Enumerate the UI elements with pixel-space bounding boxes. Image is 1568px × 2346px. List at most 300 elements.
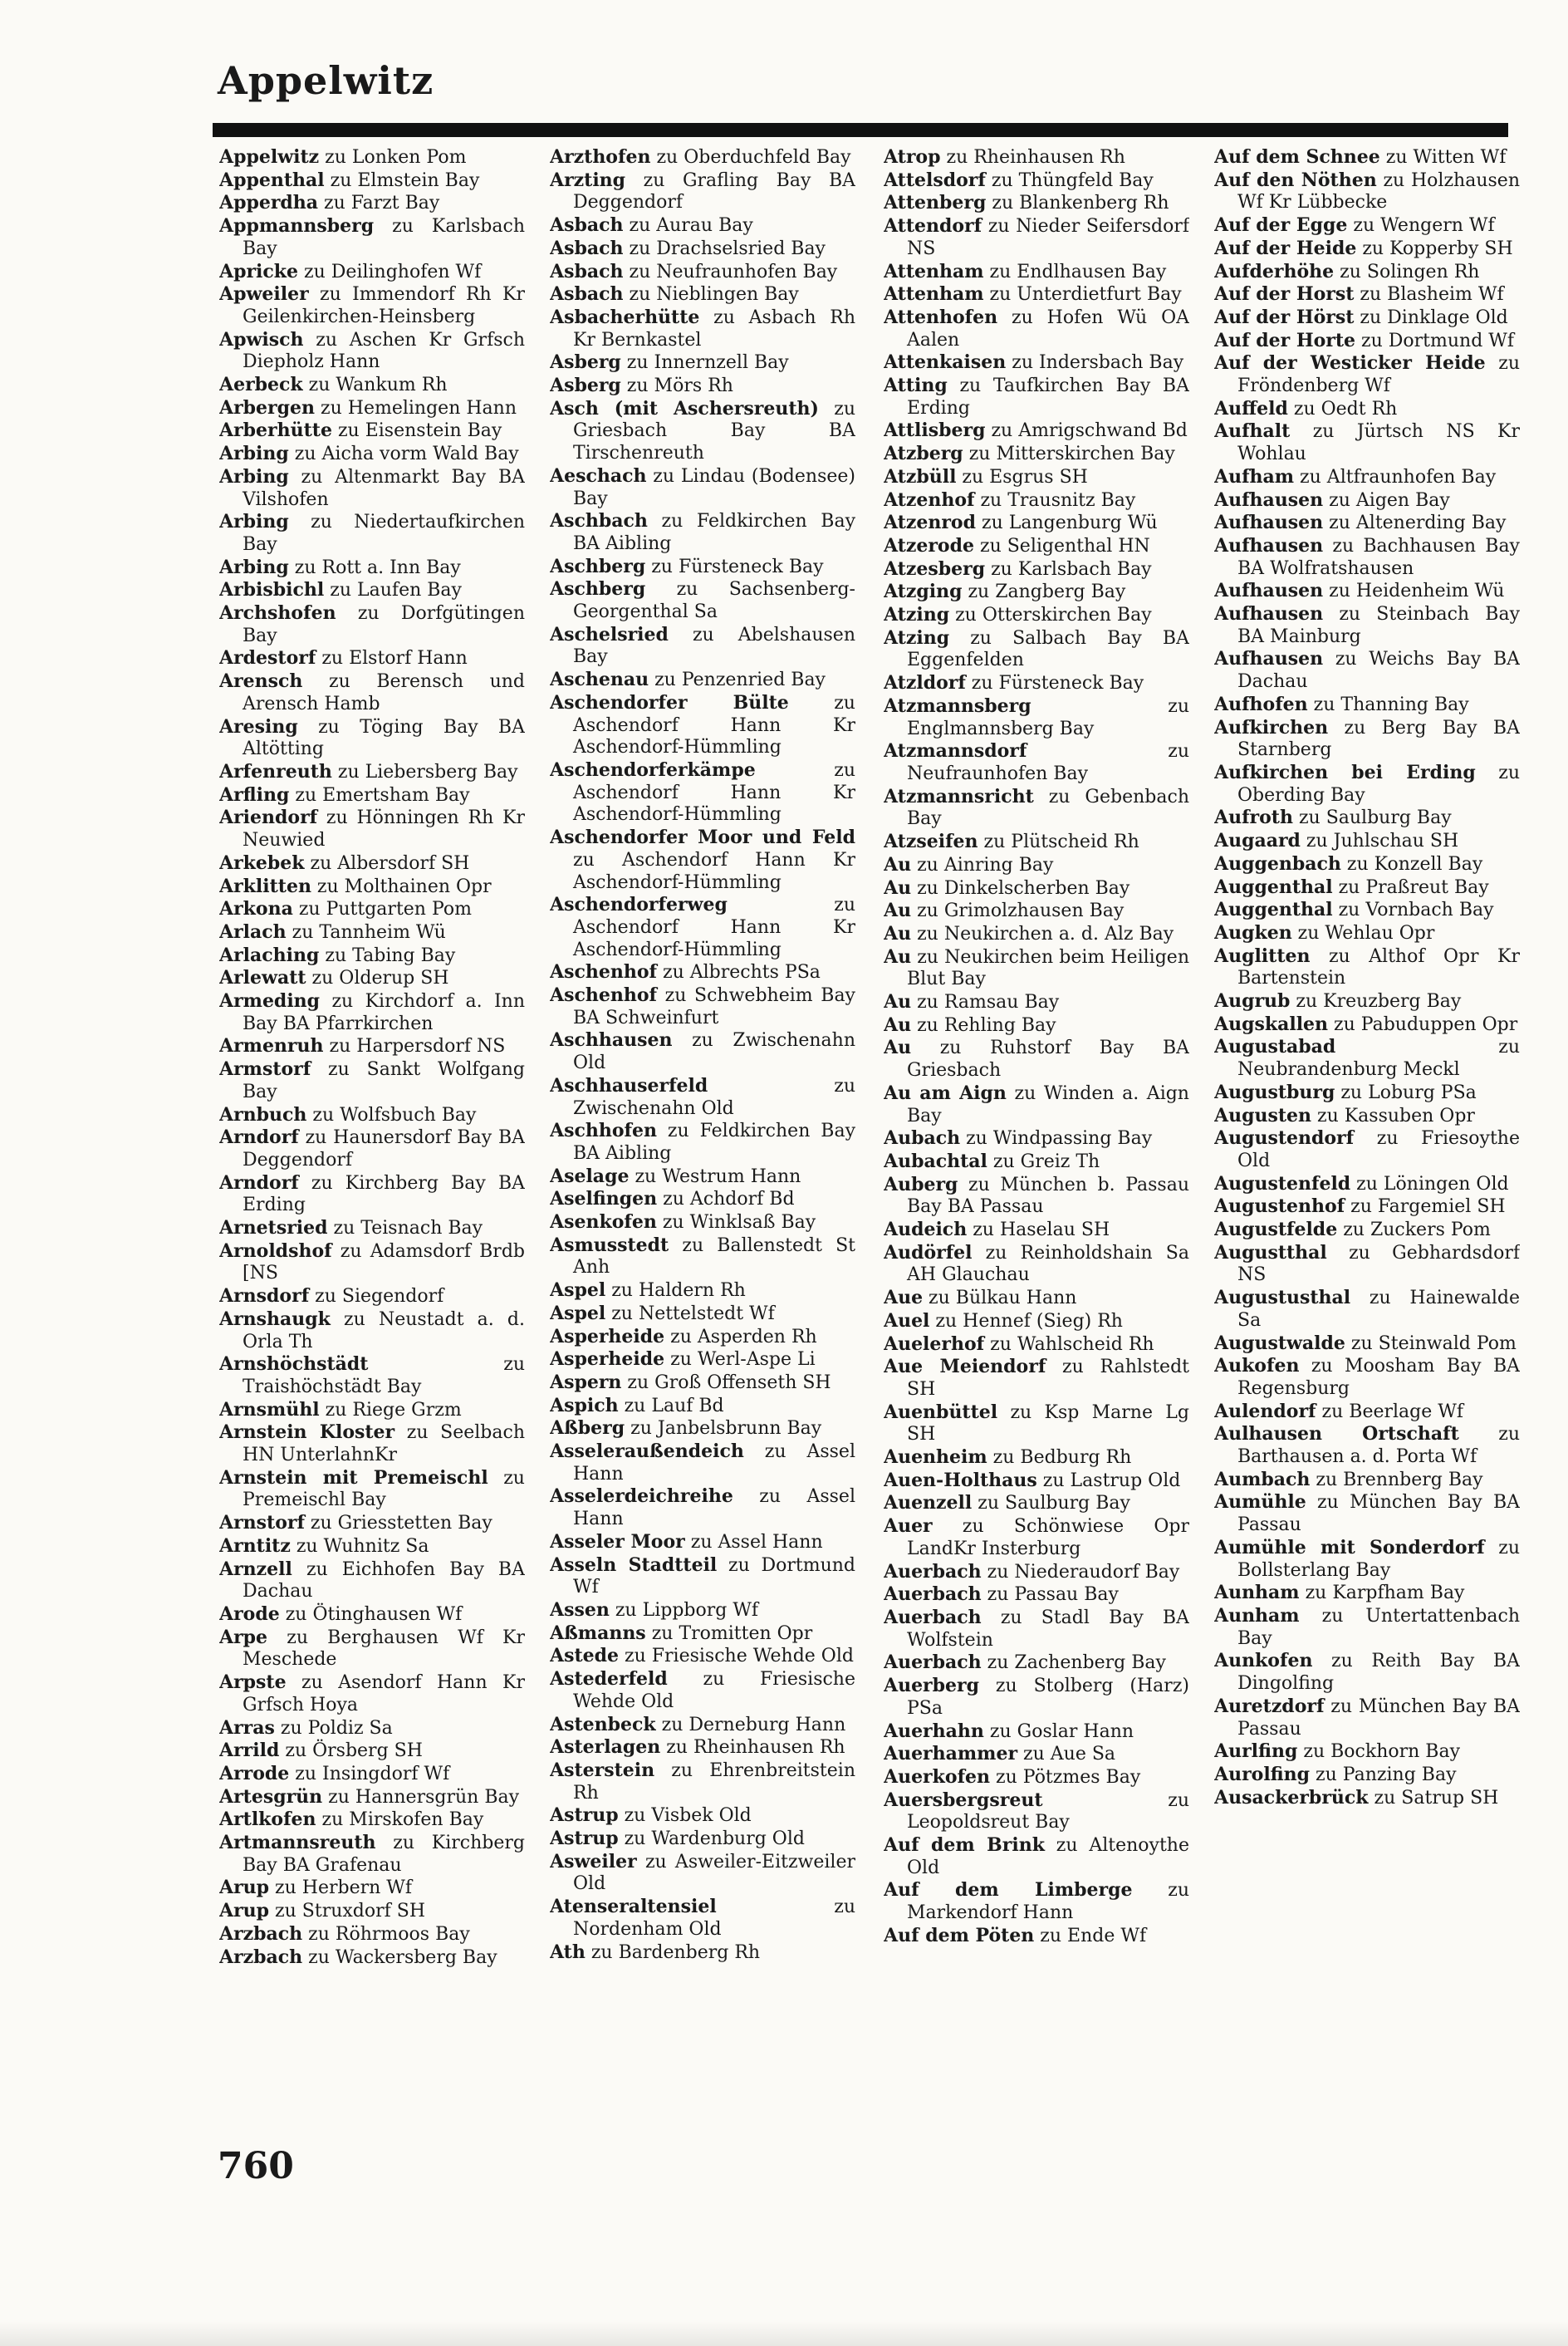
entry-location: zu Friesische Wehde Old (573, 1669, 855, 1712)
column-3 (884, 146, 1189, 2190)
entry-headword: Arlewatt (219, 967, 306, 989)
place-entry (1214, 1787, 1520, 1810)
place-entry (219, 1900, 525, 1923)
entry-location: zu Ötinghausen Wf (279, 1604, 463, 1625)
place-entry (219, 1627, 525, 1671)
place-entry (219, 670, 525, 715)
place-entry (1214, 1013, 1520, 1037)
entry-headword: Auen-Holthaus (884, 1469, 1037, 1491)
place-entry (550, 1896, 855, 1941)
place-entry (884, 489, 1189, 513)
entry-headword: Appmannsberg (219, 215, 375, 238)
entry-location: zu Kirchdorf a. Inn Bay BA Pfarrkirchen (243, 991, 525, 1034)
entry-location: zu Tromitten Opr (645, 1622, 813, 1644)
entry-location: zu Aschendorf Hann Kr Aschendorf-Hümmling (573, 692, 855, 758)
place-entry (884, 1401, 1189, 1446)
entry-location: zu Heidenheim Wü (1323, 581, 1505, 602)
place-entry (884, 604, 1189, 627)
place-entry (219, 1399, 525, 1422)
place-entry (550, 894, 855, 961)
place-entry (884, 1470, 1189, 1493)
place-entry (884, 923, 1189, 946)
entry-headword: Astenbeck (550, 1713, 656, 1735)
place-entry (219, 420, 525, 443)
entry-location: zu Loburg PSa (1335, 1082, 1477, 1103)
entry-location: zu Panzing Bay (1310, 1764, 1457, 1785)
entry-headword: Artmannsreuth (219, 1832, 376, 1854)
entry-location: zu Ramsau Bay (911, 992, 1060, 1013)
entry-location: zu Löningen Old (1350, 1173, 1509, 1195)
entry-headword: Arndorf (219, 1171, 299, 1194)
entry-headword: Aufkirchen bei Erding (1214, 761, 1476, 783)
place-entry (884, 1743, 1189, 1766)
place-entry (219, 898, 525, 921)
entry-location: zu Kirchberg Bay BA Erding (243, 1172, 525, 1216)
entry-headword: Aspel (550, 1302, 606, 1324)
place-entry (550, 283, 855, 307)
place-entry (1214, 1127, 1520, 1172)
entry-headword: Asbach (550, 214, 624, 237)
place-entry (219, 215, 525, 260)
entry-headword: Aresing (219, 715, 298, 738)
entry-location: zu Seelbach HN UnterlahnKr (243, 1422, 525, 1466)
entry-location: zu Wengern Wf (1347, 215, 1495, 237)
place-entry (884, 672, 1189, 695)
entry-headword: Auggenthal (1214, 899, 1333, 921)
entry-location: zu Ende Wf (1034, 1925, 1147, 1946)
place-entry (219, 169, 525, 193)
entry-location: zu Fargemiel SH (1345, 1196, 1506, 1218)
place-entry (1214, 1195, 1520, 1219)
entry-headword: Arnsmühl (219, 1398, 320, 1421)
entry-headword: Aßberg (550, 1417, 625, 1440)
entry-location: zu München Bay BA Passau (1237, 1492, 1520, 1536)
entry-headword: Atzing (884, 626, 950, 649)
entry-headword: Arnbuch (219, 1103, 307, 1126)
entry-location: zu Steinwald Pom (1345, 1333, 1517, 1354)
entry-headword: Augustwalde (1214, 1332, 1345, 1354)
place-entry (219, 990, 525, 1035)
entry-location: zu Solingen Rh (1334, 261, 1480, 282)
entry-headword: Au (884, 853, 912, 876)
entry-headword: Aufkirchen (1214, 716, 1329, 739)
entry-location: zu Lippborg Wf (609, 1600, 759, 1621)
entry-location: zu Reith Bay BA Dingolfing (1237, 1651, 1520, 1695)
place-entry (219, 283, 525, 328)
entry-headword: Aeschach (550, 464, 647, 487)
place-entry (884, 375, 1189, 420)
entry-headword: Armstorf (219, 1058, 311, 1081)
entry-location: zu Farzt Bay (318, 193, 440, 214)
entry-location: zu Assel Hann (573, 1486, 855, 1530)
entry-headword: Arfling (219, 783, 290, 806)
entry-headword: Atzldorf (884, 672, 966, 694)
entry-headword: Au am Aign (884, 1082, 1007, 1104)
entry-location: zu Herbern Wf (269, 1877, 413, 1899)
entry-location: zu Röhrmoos Bay (302, 1923, 470, 1945)
entry-headword: Apweiler (219, 283, 309, 306)
entry-headword: Augustabad (1214, 1036, 1336, 1058)
entry-headword: Augustenfeld (1214, 1172, 1351, 1195)
place-entry (219, 716, 525, 761)
entry-location: zu Struxdorf SH (269, 1901, 426, 1922)
entry-location: zu Dinklage Old (1354, 307, 1508, 328)
entry-location: zu Altfraunhofen Bay (1294, 466, 1497, 488)
entry-headword: Auersbergsreut (884, 1789, 1043, 1811)
entry-headword: Aschendorfer Bülte (550, 691, 789, 714)
place-entry (550, 1211, 855, 1234)
place-entry (884, 1333, 1189, 1357)
place-entry (219, 1763, 525, 1786)
entry-headword: Aschberg (550, 578, 646, 601)
place-entry (550, 1485, 855, 1530)
entry-headword: Aschhauserfeld (550, 1074, 708, 1097)
entry-location: zu Kirchberg Bay BA Grafenau (243, 1833, 525, 1876)
place-entry (219, 374, 525, 397)
entry-headword: Auerkofen (884, 1765, 991, 1788)
place-entry (1214, 1333, 1520, 1356)
entry-location: zu Esgrus SH (956, 466, 1088, 488)
entry-headword: Augustusthal (1214, 1287, 1351, 1309)
entry-location: zu Brennberg Bay (1310, 1469, 1483, 1490)
entry-location: zu Drachselsried Bay (623, 238, 826, 259)
place-entry (219, 1740, 525, 1763)
entry-location: zu Traishöchstädt Bay (243, 1354, 525, 1397)
entry-location: zu Penzenried Bay (649, 670, 826, 691)
entry-location: zu Stadl Bay BA Wolfstein (907, 1607, 1189, 1651)
place-entry (1214, 1242, 1520, 1287)
entry-location: zu Altenerding Bay (1323, 513, 1507, 534)
entry-location: zu Grafling Bay BA Deggendorf (573, 169, 855, 213)
place-entry (219, 967, 525, 990)
place-entry (1214, 1082, 1520, 1105)
column-2 (550, 146, 855, 2190)
place-entry (550, 1279, 855, 1303)
place-entry (1214, 330, 1520, 353)
entry-location: zu Groß Offenseth SH (621, 1372, 831, 1393)
place-entry (550, 556, 855, 579)
place-entry (1214, 807, 1520, 830)
entry-headword: Asseln Stadtteil (550, 1553, 718, 1576)
place-entry (219, 876, 525, 899)
entry-headword: Auf dem Limberge (884, 1879, 1133, 1902)
place-entry (219, 1877, 525, 1900)
entry-headword: Aurlfing (1214, 1740, 1298, 1763)
entry-headword: Atzseifen (884, 831, 978, 853)
place-entry (550, 1828, 855, 1851)
entry-headword: Arnsdorf (219, 1285, 310, 1308)
place-entry (1214, 853, 1520, 876)
entry-location: zu Hannersgrün Bay (322, 1786, 520, 1808)
entry-headword: Asweiler (550, 1850, 637, 1872)
entry-location: zu Reinholdshain Sa AH Glauchau (907, 1242, 1189, 1286)
place-entry (219, 579, 525, 602)
entry-location: zu Lonken Pom (319, 147, 467, 168)
place-entry (219, 1535, 525, 1558)
entry-headword: Archshofen (219, 602, 336, 625)
entry-location: zu Saulburg Bay (1292, 807, 1452, 829)
entry-location: zu Moosham Bay BA Regensburg (1237, 1356, 1520, 1399)
entry-location: zu Harpersdorf NS (323, 1036, 506, 1058)
entry-location: zu Jürtsch NS Kr Wohlau (1237, 421, 1520, 465)
entry-headword: Atzing (884, 604, 950, 626)
entry-headword: Auer (884, 1515, 933, 1538)
place-entry (1214, 648, 1520, 693)
place-entry (219, 1035, 525, 1058)
entry-headword: Asterstein (550, 1759, 655, 1781)
place-entry (884, 1151, 1189, 1174)
entry-headword: Auf dem Pöten (884, 1924, 1035, 1946)
place-entry (219, 557, 525, 580)
entry-headword: Auffeld (1214, 397, 1288, 420)
place-entry (219, 1946, 525, 1970)
entry-headword: Auf den Nöthen (1214, 169, 1377, 191)
place-entry (884, 169, 1189, 193)
entry-location: zu Greiz Th (987, 1151, 1100, 1172)
entry-location: zu Lastrup Old (1036, 1470, 1181, 1491)
place-entry (884, 1310, 1189, 1333)
place-entry (1214, 283, 1520, 307)
entry-headword: Au (884, 900, 912, 922)
place-entry (550, 146, 855, 169)
place-entry (219, 647, 525, 670)
entry-location: zu Karpfham Bay (1299, 1583, 1465, 1604)
entry-headword: Arklitten (219, 875, 311, 897)
entry-location: zu Mitterskirchen Bay (963, 444, 1175, 465)
entry-location: zu Rheinhausen Rh (660, 1737, 845, 1759)
place-entry (550, 1714, 855, 1737)
entry-location: zu Wardenburg Old (618, 1828, 805, 1850)
entry-headword: Au (884, 945, 912, 968)
place-entry (1214, 238, 1520, 261)
entry-location: zu Thanning Bay (1307, 694, 1469, 715)
entry-location: zu Wolfsbuch Bay (306, 1104, 477, 1126)
entry-location: zu Töging Bay BA Altötting (243, 716, 525, 760)
entry-location: zu Endlhausen Bay (983, 261, 1167, 282)
entry-location: zu Oedt Rh (1287, 398, 1398, 420)
entry-headword: Aschendorferweg (550, 894, 728, 916)
place-entry (550, 1736, 855, 1760)
entry-location: zu Amrigschwand Bd (985, 420, 1188, 442)
entry-location: zu Asweiler-Eitzweiler Old (573, 1851, 855, 1895)
entry-location: zu Ruhstorf Bay BA Griesbach (907, 1038, 1189, 1082)
entry-location: zu Zuckers Pom (1337, 1220, 1491, 1241)
entry-headword: Asbach (550, 260, 624, 282)
place-entry (1214, 990, 1520, 1013)
entry-headword: Aufhausen (1214, 488, 1324, 511)
entry-location: zu Sankt Wolfgang Bay (243, 1059, 525, 1102)
entry-location: zu Hofen Wü OA Aalen (907, 307, 1189, 351)
place-entry (1214, 1740, 1520, 1764)
entry-headword: Aschbach (550, 510, 648, 533)
entry-location: zu Beerlage Wf (1316, 1401, 1464, 1422)
entry-location: zu Markendorf Hann (907, 1880, 1189, 1924)
place-entry (219, 1558, 525, 1603)
entry-location: zu Asperden Rh (664, 1326, 817, 1347)
entry-location: zu Bülkau Hann (923, 1288, 1077, 1309)
entry-headword: Auerbach (884, 1607, 982, 1628)
entry-location: zu Rheinhausen Rh (940, 147, 1125, 168)
entry-headword: Arfenreuth (219, 760, 332, 783)
entry-headword: Arnstorf (219, 1512, 305, 1534)
entry-headword: Apricke (219, 260, 299, 282)
entry-location: zu Leopoldsreut Bay (907, 1789, 1189, 1833)
entry-headword: Arzbach (219, 1946, 303, 1968)
entry-location: zu Grimolzhausen Bay (911, 901, 1125, 922)
entry-headword: Augustthal (1214, 1241, 1327, 1264)
entry-location: zu Siegendorf (309, 1286, 444, 1308)
entry-location: zu Passau Bay (981, 1584, 1119, 1606)
place-entry (1214, 146, 1520, 169)
entry-location: zu Weichs Bay BA Dachau (1237, 649, 1520, 693)
entry-location: zu Blankenberg Rh (986, 193, 1169, 214)
entry-location: zu Langenburg Wü (975, 513, 1158, 534)
place-entry (884, 1607, 1189, 1652)
entry-headword: Asterlagen (550, 1736, 661, 1759)
place-entry (884, 192, 1189, 215)
entry-location: zu Kassuben Opr (1311, 1105, 1475, 1126)
entry-headword: Au (884, 922, 912, 945)
place-entry (884, 1720, 1189, 1744)
entry-location: zu Innernzell Bay (620, 352, 789, 374)
entry-location: zu Bardenberg Rh (585, 1941, 761, 1963)
entry-location: zu Visbek Old (618, 1805, 752, 1827)
place-entry (1214, 1036, 1520, 1081)
entry-location: zu Winden a. Aign Bay (907, 1082, 1189, 1126)
entry-headword: Auerhahn (884, 1720, 984, 1742)
entry-headword: Auenzell (884, 1492, 973, 1514)
entry-location: zu Assel Hann (573, 1441, 855, 1485)
entry-headword: Auf dem Schnee (1214, 146, 1380, 168)
entry-headword: Atzerode (884, 534, 974, 557)
entry-location: zu Indersbach Bay (1006, 352, 1184, 374)
place-entry (884, 1492, 1189, 1515)
place-entry (1214, 1696, 1520, 1740)
place-entry (219, 1923, 525, 1946)
place-entry (884, 581, 1189, 604)
entry-headword: Aspich (550, 1394, 619, 1416)
entry-location: zu Karlsbach Bay (243, 216, 525, 259)
place-entry (884, 1014, 1189, 1038)
place-entry (1214, 261, 1520, 284)
entry-headword: Aunham (1214, 1605, 1300, 1627)
place-entry (550, 351, 855, 375)
place-entry (1214, 830, 1520, 853)
place-entry (219, 1786, 525, 1809)
entry-headword: Aselage (550, 1165, 630, 1187)
entry-headword: Aufhofen (1214, 693, 1308, 715)
entry-headword: Auerbach (884, 1583, 982, 1606)
place-entry (219, 1467, 525, 1512)
entry-location: zu Schwebheim Bay BA Schweinfurt (573, 985, 855, 1028)
entry-headword: Aufhausen (1214, 512, 1324, 534)
entry-location: zu Winklsaß Bay (656, 1212, 816, 1234)
entry-headword: Aschenau (550, 669, 649, 691)
place-entry (550, 1622, 855, 1646)
entry-location: zu Hennef (Sieg) Rh (929, 1310, 1123, 1332)
entry-headword: Arbergen (219, 396, 316, 419)
place-entry (884, 1879, 1189, 1924)
entry-headword: Auel (884, 1309, 930, 1332)
entry-location: zu Vornbach Bay (1332, 900, 1494, 921)
place-entry (219, 1603, 525, 1627)
entry-headword: Arzthofen (550, 146, 651, 168)
place-entry (550, 759, 855, 827)
entry-headword: Auf der Westicker Heide (1214, 352, 1486, 375)
entry-location: zu Neukirchen a. d. Alz Bay (911, 923, 1174, 945)
place-entry (884, 1242, 1189, 1287)
entry-headword: Aufhalt (1214, 420, 1291, 443)
entry-location: zu Olderup SH (306, 968, 449, 989)
entry-headword: Augskallen (1214, 1013, 1329, 1035)
place-entry (219, 921, 525, 945)
place-entry (884, 695, 1189, 740)
entry-location: zu Dortmund Wf (1355, 330, 1515, 351)
entry-location: zu Zwischenahn Old (573, 1075, 855, 1119)
header-rule (213, 123, 1508, 137)
place-entry (884, 307, 1189, 351)
place-entry (550, 1554, 855, 1599)
entry-location: zu Zachenberg Bay (981, 1652, 1166, 1674)
place-entry (219, 761, 525, 784)
entry-headword: Arnzell (219, 1558, 292, 1580)
entry-location: zu Niedertaufkirchen Bay (243, 512, 525, 555)
entry-location: zu Karlsbach Bay (985, 558, 1152, 580)
entry-location: zu Gebenbach Bay (907, 786, 1189, 830)
place-entry (1214, 1355, 1520, 1400)
place-entry (550, 1417, 855, 1440)
entry-location: zu Fröndenberg Wf (1237, 353, 1520, 397)
entry-location: zu Oberduchfeld Bay (650, 147, 851, 168)
place-entry (219, 1240, 525, 1285)
entry-headword: Augrub (1214, 990, 1291, 1013)
entry-headword: Arras (219, 1716, 275, 1739)
entry-location: zu Janbelsbrunn Bay (625, 1418, 822, 1440)
entry-location: zu Unterdietfurt Bay (983, 284, 1182, 306)
entry-location: zu Albrechts PSa (656, 962, 821, 984)
place-entry (550, 1531, 855, 1554)
entry-headword: Astede (550, 1645, 619, 1667)
entry-location: zu Teisnach Bay (327, 1218, 483, 1239)
place-entry (884, 1925, 1189, 1948)
entry-location: zu Konzell Bay (1340, 853, 1483, 875)
entry-location: zu Trausnitz Bay (974, 489, 1136, 511)
entry-headword: Aurolfing (1214, 1763, 1311, 1785)
place-entry (884, 420, 1189, 443)
place-entry (219, 1421, 525, 1466)
entry-headword: Aufroth (1214, 807, 1293, 829)
place-entry (550, 465, 855, 510)
entry-location: zu Haldern Rh (605, 1280, 746, 1302)
entry-location: zu Assel Hann (684, 1531, 823, 1553)
entry-headword: Attenhofen (884, 306, 998, 328)
entry-location: zu Aigen Bay (1323, 489, 1450, 511)
entry-headword: Auggenthal (1214, 876, 1333, 898)
entry-location: zu Holzhausen Wf Kr Lübbecke (1237, 169, 1520, 213)
entry-headword: Asseleraußendeich (550, 1440, 744, 1463)
place-entry (219, 192, 525, 215)
entry-location: zu Wahlscheid Rh (984, 1333, 1154, 1355)
entry-location: zu Premeischl Bay (243, 1467, 525, 1511)
entry-headword: Asenkofen (550, 1211, 657, 1234)
entry-location: zu Lauf Bd (618, 1395, 724, 1416)
place-entry (550, 1372, 855, 1395)
place-entry (219, 511, 525, 556)
entry-location: zu Feldkirchen Bay BA Aibling (573, 511, 855, 554)
entry-location: zu Westrum Hann (629, 1166, 801, 1187)
entry-headword: Aumühle (1214, 1491, 1306, 1514)
place-entry (219, 146, 525, 169)
